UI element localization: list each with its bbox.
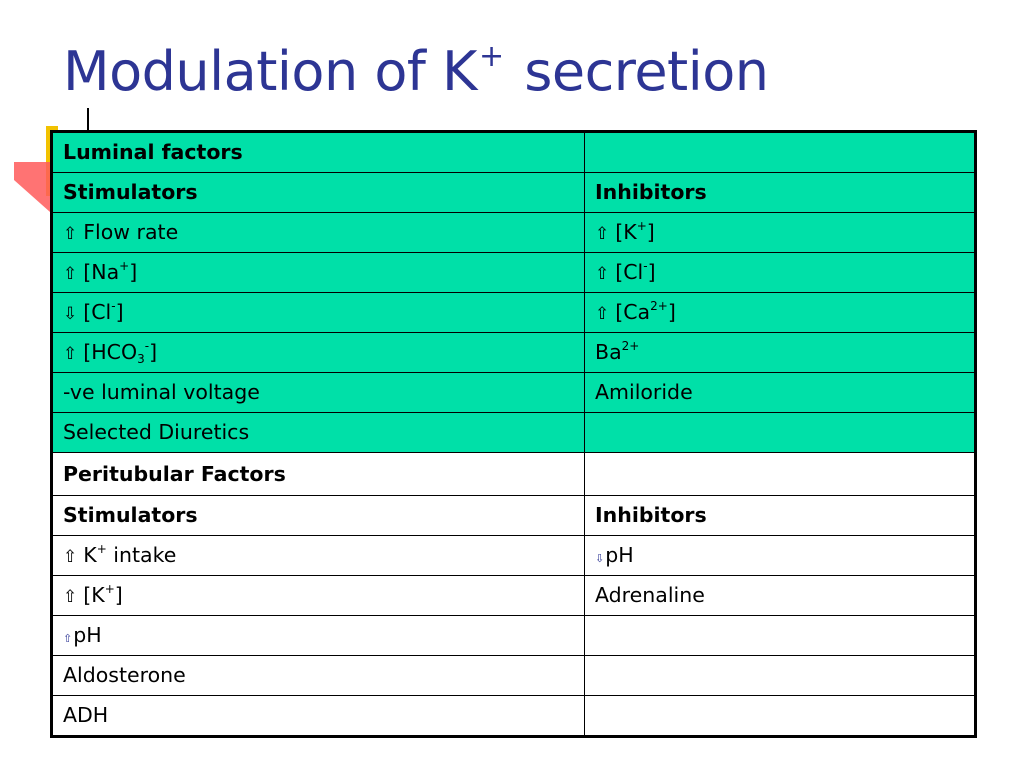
table-cell (52, 293, 585, 333)
table-row (52, 616, 976, 656)
table-row (52, 373, 976, 413)
superscript: + (119, 259, 130, 274)
table-cell (52, 616, 585, 656)
luminal-inhibitors-header: Inhibitors (585, 173, 976, 213)
table-cell (585, 616, 976, 656)
table-cell (585, 413, 976, 453)
title-main: Modulation of K (63, 40, 477, 103)
luminal-stimulators-header: Stimulators (52, 173, 585, 213)
superscript: - (144, 339, 150, 354)
cell-text: [Cl (83, 300, 112, 325)
superscript: - (111, 299, 116, 314)
superscript: - (643, 259, 648, 274)
superscript: 2+ (621, 339, 640, 354)
peritubular-inhibitors-header: Inhibitors (585, 496, 976, 536)
down-arrow-icon: ⇩ (63, 304, 78, 325)
table-row (52, 696, 976, 737)
table-row (52, 253, 976, 293)
table-cell: Selected Diuretics (52, 413, 585, 453)
superscript: + (104, 582, 115, 597)
table-cell (585, 213, 976, 253)
luminal-factors-header: Luminal factors (52, 132, 585, 173)
cell-text: intake (113, 543, 177, 568)
superscript: + (96, 542, 107, 557)
cell-text: Ba (595, 340, 622, 365)
superscript: + (636, 219, 647, 234)
title-superscript: + (478, 39, 504, 74)
up-arrow-icon: ⇧ (595, 264, 610, 285)
up-arrow-icon: ⇧ (63, 264, 78, 285)
up-arrow-icon: ⇧ (63, 587, 78, 608)
table-row (52, 496, 976, 536)
table-cell (585, 536, 976, 576)
table-cell (585, 656, 976, 696)
table-cell (585, 253, 976, 293)
up-arrow-icon: ⇧ (595, 224, 610, 245)
down-arrow-icon: ⇩ (595, 552, 605, 566)
table-row (52, 656, 976, 696)
table-cell (585, 696, 976, 737)
table-row (52, 413, 976, 453)
cell-text: [Cl (615, 260, 644, 285)
up-arrow-icon: ⇧ (63, 224, 78, 245)
table-cell: ADH (52, 696, 585, 737)
cell-text: ] (647, 260, 656, 285)
subscript: 3 (137, 352, 145, 367)
table-row (52, 333, 976, 373)
peritubular-stimulators-header: Stimulators (52, 496, 585, 536)
table-cell (585, 293, 976, 333)
cell-text: pH (605, 543, 634, 568)
cell-text: [Na (83, 260, 120, 285)
table-row (52, 536, 976, 576)
up-arrow-icon: ⇧ (63, 344, 78, 365)
superscript: 2+ (650, 299, 668, 314)
table-cell: Amiloride (585, 373, 976, 413)
cell-text: [K (615, 220, 637, 245)
table-row (52, 213, 976, 253)
cell-text: [Ca (615, 300, 651, 325)
cell-text: ] (129, 260, 138, 285)
empty-cell (585, 453, 976, 496)
title-rest: secretion (507, 40, 769, 103)
table-row (52, 173, 976, 213)
cell-text: Flow rate (83, 220, 179, 245)
table-cell (585, 333, 976, 373)
peritubular-factors-header: Peritubular Factors (52, 453, 585, 496)
table-cell: Aldosterone (52, 656, 585, 696)
table-row (52, 132, 976, 173)
empty-cell (585, 132, 976, 173)
cell-text: ] (149, 340, 158, 365)
up-arrow-icon: ⇧ (595, 304, 610, 325)
cell-text: [HCO (83, 340, 138, 365)
table-cell (52, 213, 585, 253)
cell-text: [K (83, 583, 105, 608)
cell-text: ] (115, 300, 124, 325)
table-row (52, 576, 976, 616)
cell-text: ] (114, 583, 123, 608)
table-row (52, 453, 976, 496)
cell-text: K (83, 543, 97, 568)
table-cell (52, 253, 585, 293)
table-cell (52, 576, 585, 616)
cell-text: ] (667, 300, 676, 325)
up-arrow-icon: ⇧ (63, 632, 73, 646)
table-cell (52, 536, 585, 576)
table-cell (52, 333, 585, 373)
slide-title (63, 39, 769, 103)
table-cell: -ve luminal voltage (52, 373, 585, 413)
up-arrow-icon: ⇧ (63, 547, 78, 568)
potassium-secretion-table (50, 130, 977, 738)
cell-text: ] (646, 220, 655, 245)
table-row (52, 293, 976, 333)
cell-text: pH (73, 623, 102, 648)
table-cell: Adrenaline (585, 576, 976, 616)
